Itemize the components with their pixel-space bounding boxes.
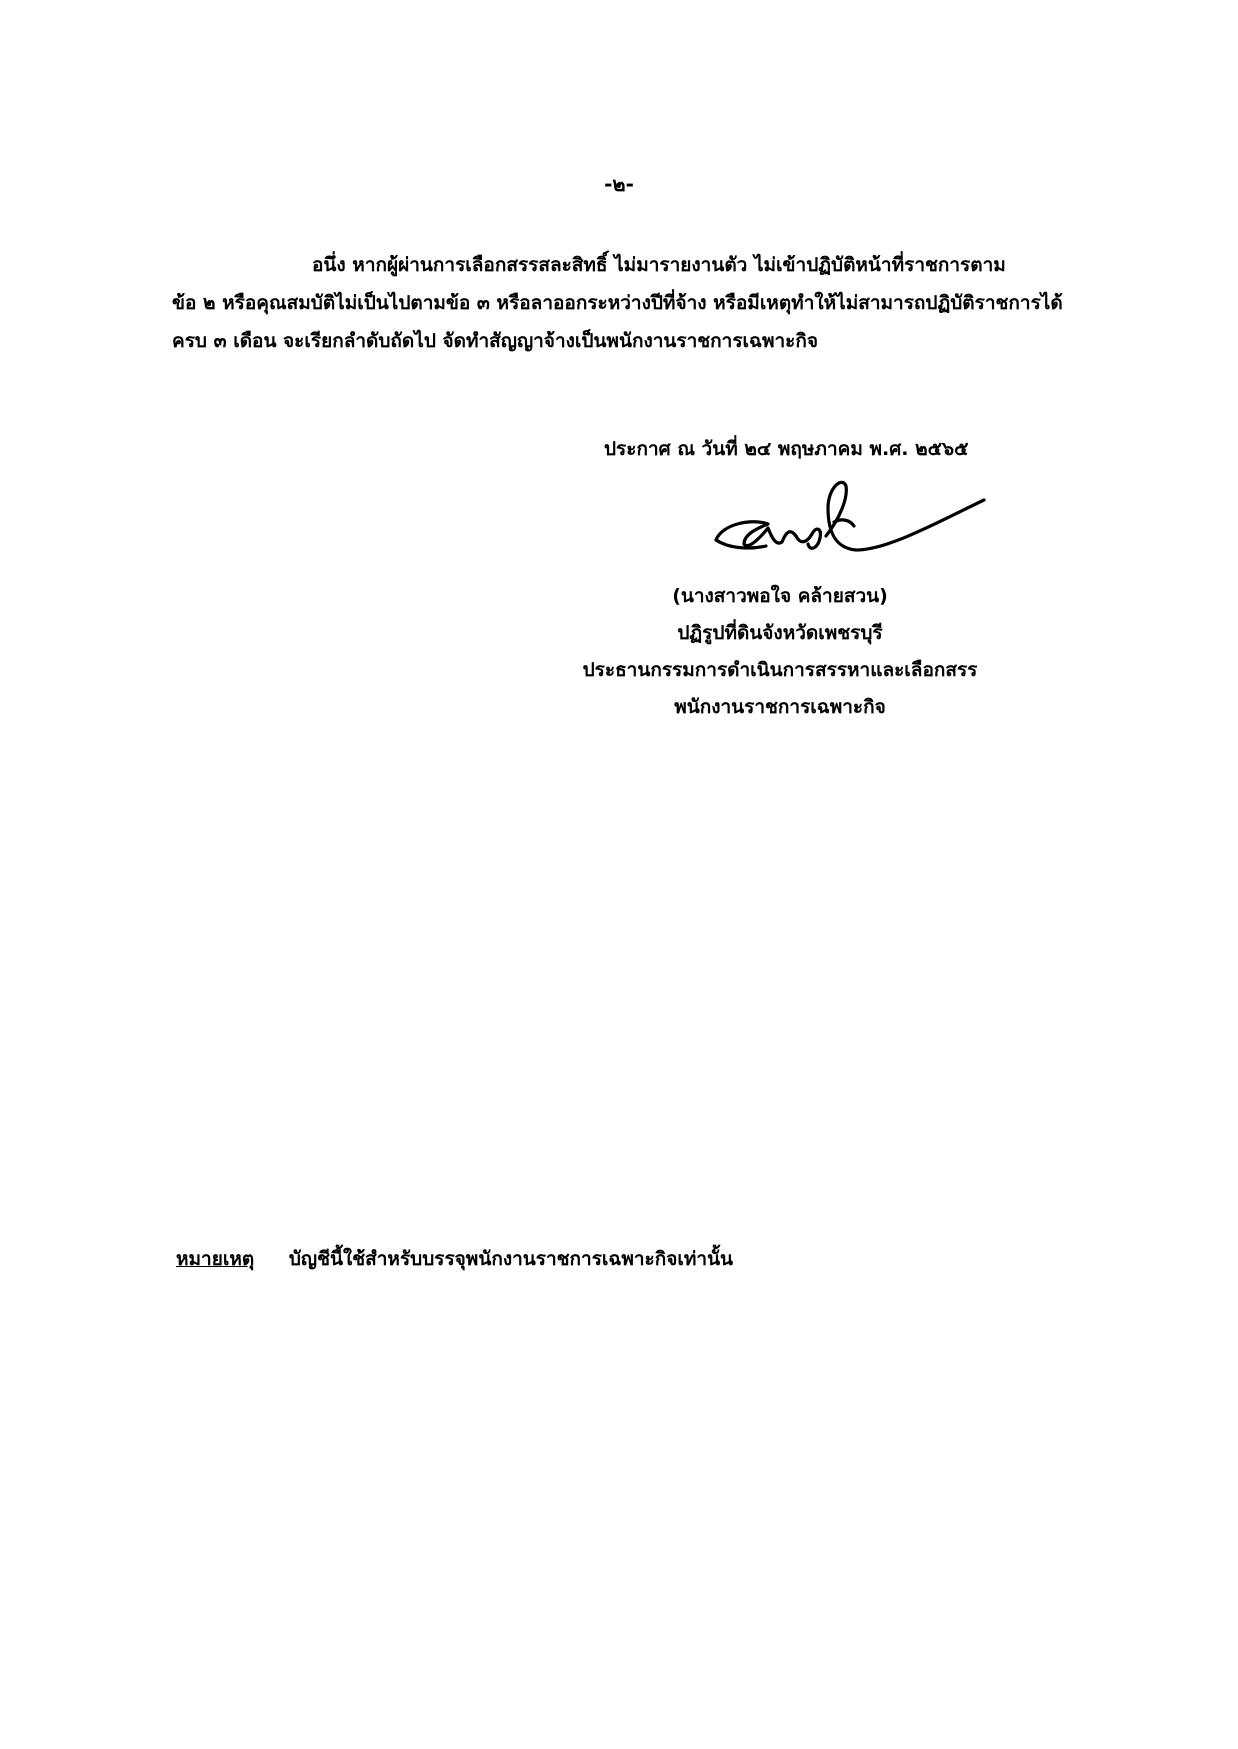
body-paragraph [172, 246, 1102, 360]
signatory-position: ประธานกรรมการดำเนินการสรรหาและเลือกสรร [582, 659, 978, 681]
signatory-position: ปฏิรูปที่ดินจังหวัดเพชรบุรี [677, 622, 883, 644]
note [176, 1244, 733, 1274]
paragraph-line: ครบ ๓ เดือน จะเรียกลำดับถัดไป จัดทำสัญญาจ้างเป็นพนักงานราชการเฉพาะกิจ [172, 330, 818, 352]
signatory-position: พนักงานราชการเฉพาะกิจ [674, 696, 886, 718]
announcement-date: ประกาศ ณ วันที่ ๒๔ พฤษภาคม พ.ศ. ๒๕๖๕ [604, 438, 969, 460]
handwritten-signature [708, 478, 988, 568]
note-text: บัญชีนี้ใช้สำหรับบรรจุพนักงานราชการเฉพาะกิจเท่านั้น [288, 1248, 734, 1270]
signatory-block [560, 578, 1000, 726]
paragraph-line: อนึ่ง หากผู้ผ่านการเลือกสรรสละสิทธิ์ ไม่มารายงานตัว ไม่เข้าปฏิบัติหน้าที่ราชการตาม [312, 254, 1006, 276]
page-number: -๒- [604, 172, 634, 196]
paragraph-line: ข้อ ๒ หรือคุณสมบัติไม่เป็นไปตามข้อ ๓ หรือลาออกระหว่างปีที่จ้าง หรือมีเหตุทำให้ไม่สามารถปฏิบัติราชการได้ [172, 292, 1063, 314]
note-label: หมายเหตุ [176, 1248, 255, 1270]
signatory-name: (นางสาวพอใจ คล้ายสวน) [672, 585, 888, 607]
